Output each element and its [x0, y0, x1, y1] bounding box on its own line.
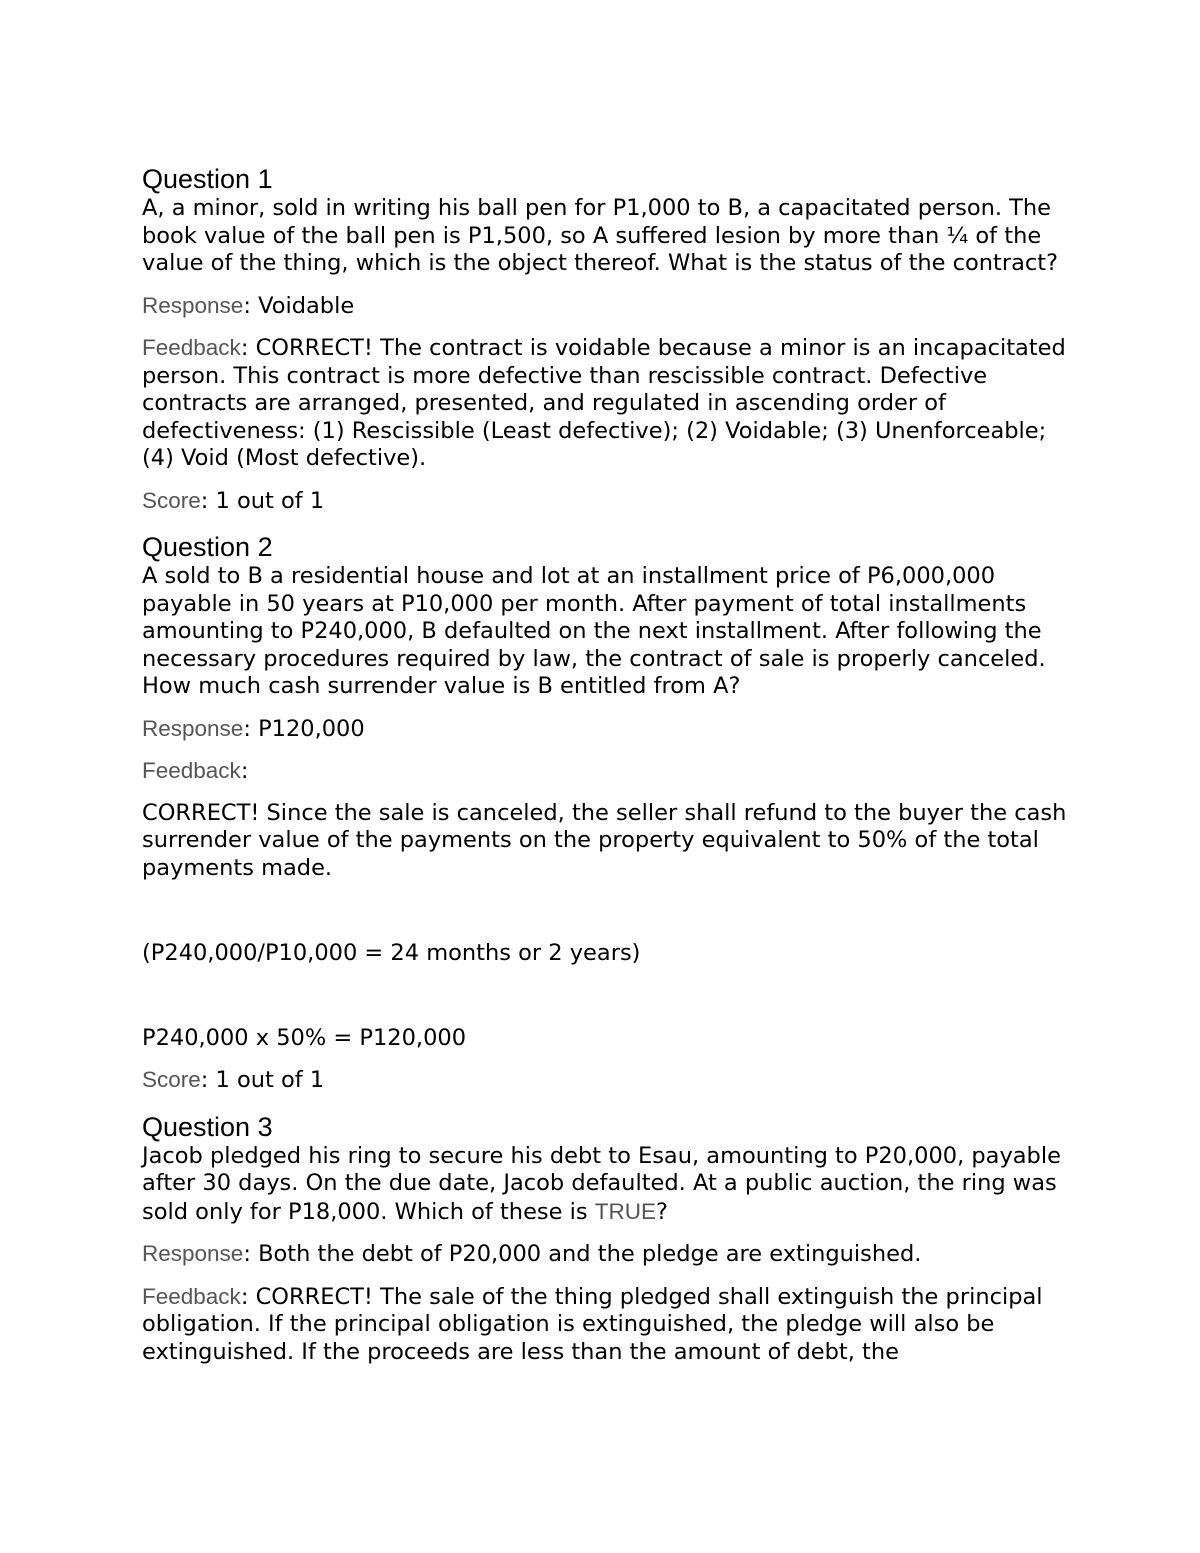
colon: :	[200, 1067, 209, 1093]
score-row	[142, 1066, 1067, 1095]
question-block-3	[142, 1111, 1067, 1367]
response-row	[142, 292, 1067, 321]
document-content	[142, 163, 1067, 1382]
response-row	[142, 1240, 1067, 1269]
colon: :	[240, 335, 249, 361]
colon: :	[243, 1241, 251, 1267]
highlighted-word: TRUE	[594, 1198, 657, 1224]
response-row	[142, 715, 1067, 744]
question-heading: Question 1	[142, 164, 273, 194]
colon: :	[243, 715, 251, 742]
feedback-text: CORRECT! The sale of the thing pledged shall extinguish the principal obligation. If the principal obligation is extinguished, the pledge will also be extinguished. If the proceeds are less than the amount of debt, the	[142, 1283, 1043, 1365]
question-text-part: ?	[656, 1198, 668, 1225]
response-value: Voidable	[258, 292, 355, 319]
feedback-row	[142, 334, 1067, 473]
colon: :	[240, 1283, 249, 1310]
response-label: Response	[142, 715, 244, 741]
question-heading: Question 3	[142, 1111, 273, 1142]
feedback-text: CORRECT! The contract is voidable because a minor is an incapacitated person. This contract is more defective than rescissible contract. Defective contracts are arranged, presented, and regulated in ascending order of defectiveness: (1) Rescissible (Least defective); (2) Voidable; (3) Unenforceable; (4) Void (Most defective).	[142, 335, 1066, 471]
colon: :	[240, 758, 249, 784]
feedback-text: CORRECT! Since the sale is canceled, the seller shall refund to the buyer the cash surrender value of the payments on the property equivalent to 50% of the total payments made.	[142, 799, 1067, 881]
score-row	[142, 487, 1067, 516]
colon: :	[200, 487, 209, 514]
question-text: A, a minor, sold in writing his ball pen for P1,000 to B, a capacitated person. The book value of the ball pen is P1,500, so A suffered lesion by more than ¼ of the value of the thing, which is the object thereof. What is the status of the contract?	[142, 195, 1059, 276]
feedback-label: Feedback	[142, 758, 241, 783]
calculation-line: (P240,000/P10,000 = 24 months or 2 years)	[142, 940, 641, 966]
question-block-2	[142, 531, 1067, 1095]
response-value: Both the debt of P20,000 and the pledge are extinguished.	[258, 1241, 922, 1267]
calculation-line: P240,000 x 50% = P120,000	[142, 1024, 467, 1051]
question-heading: Question 2	[142, 532, 273, 562]
question-block-1	[142, 163, 1067, 515]
feedback-row	[142, 1283, 1067, 1367]
response-label: Response	[142, 1241, 244, 1266]
feedback-row	[142, 757, 1067, 786]
colon: :	[243, 292, 251, 319]
response-label: Response	[142, 292, 244, 318]
question-text: A sold to B a residential house and lot at an installment price of P6,000,000 payable in 50 years at P10,000 per month. After payment of total installments amounting to P240,000, B defaulted on the next installment. After following the necessary procedures required by law, the contract of sale is properly canceled. How much cash surrender value is B entitled from A?	[142, 563, 1046, 699]
feedback-label: Feedback	[142, 1283, 241, 1309]
score-label: Score	[142, 487, 201, 513]
feedback-label: Feedback	[142, 335, 241, 360]
question-text-part: Jacob pledged his ring to secure his debt to Esau, amounting to P20,000, payable after 30 days. On the due date, Jacob defaulted. At a public auction, the ring was sold only for P18,000. Which of these is	[142, 1142, 1061, 1225]
score-label: Score	[142, 1067, 201, 1092]
score-value: 1 out of 1	[215, 487, 325, 514]
score-value: 1 out of 1	[215, 1067, 325, 1093]
response-value: P120,000	[258, 715, 365, 742]
question-text	[142, 1143, 1067, 1227]
